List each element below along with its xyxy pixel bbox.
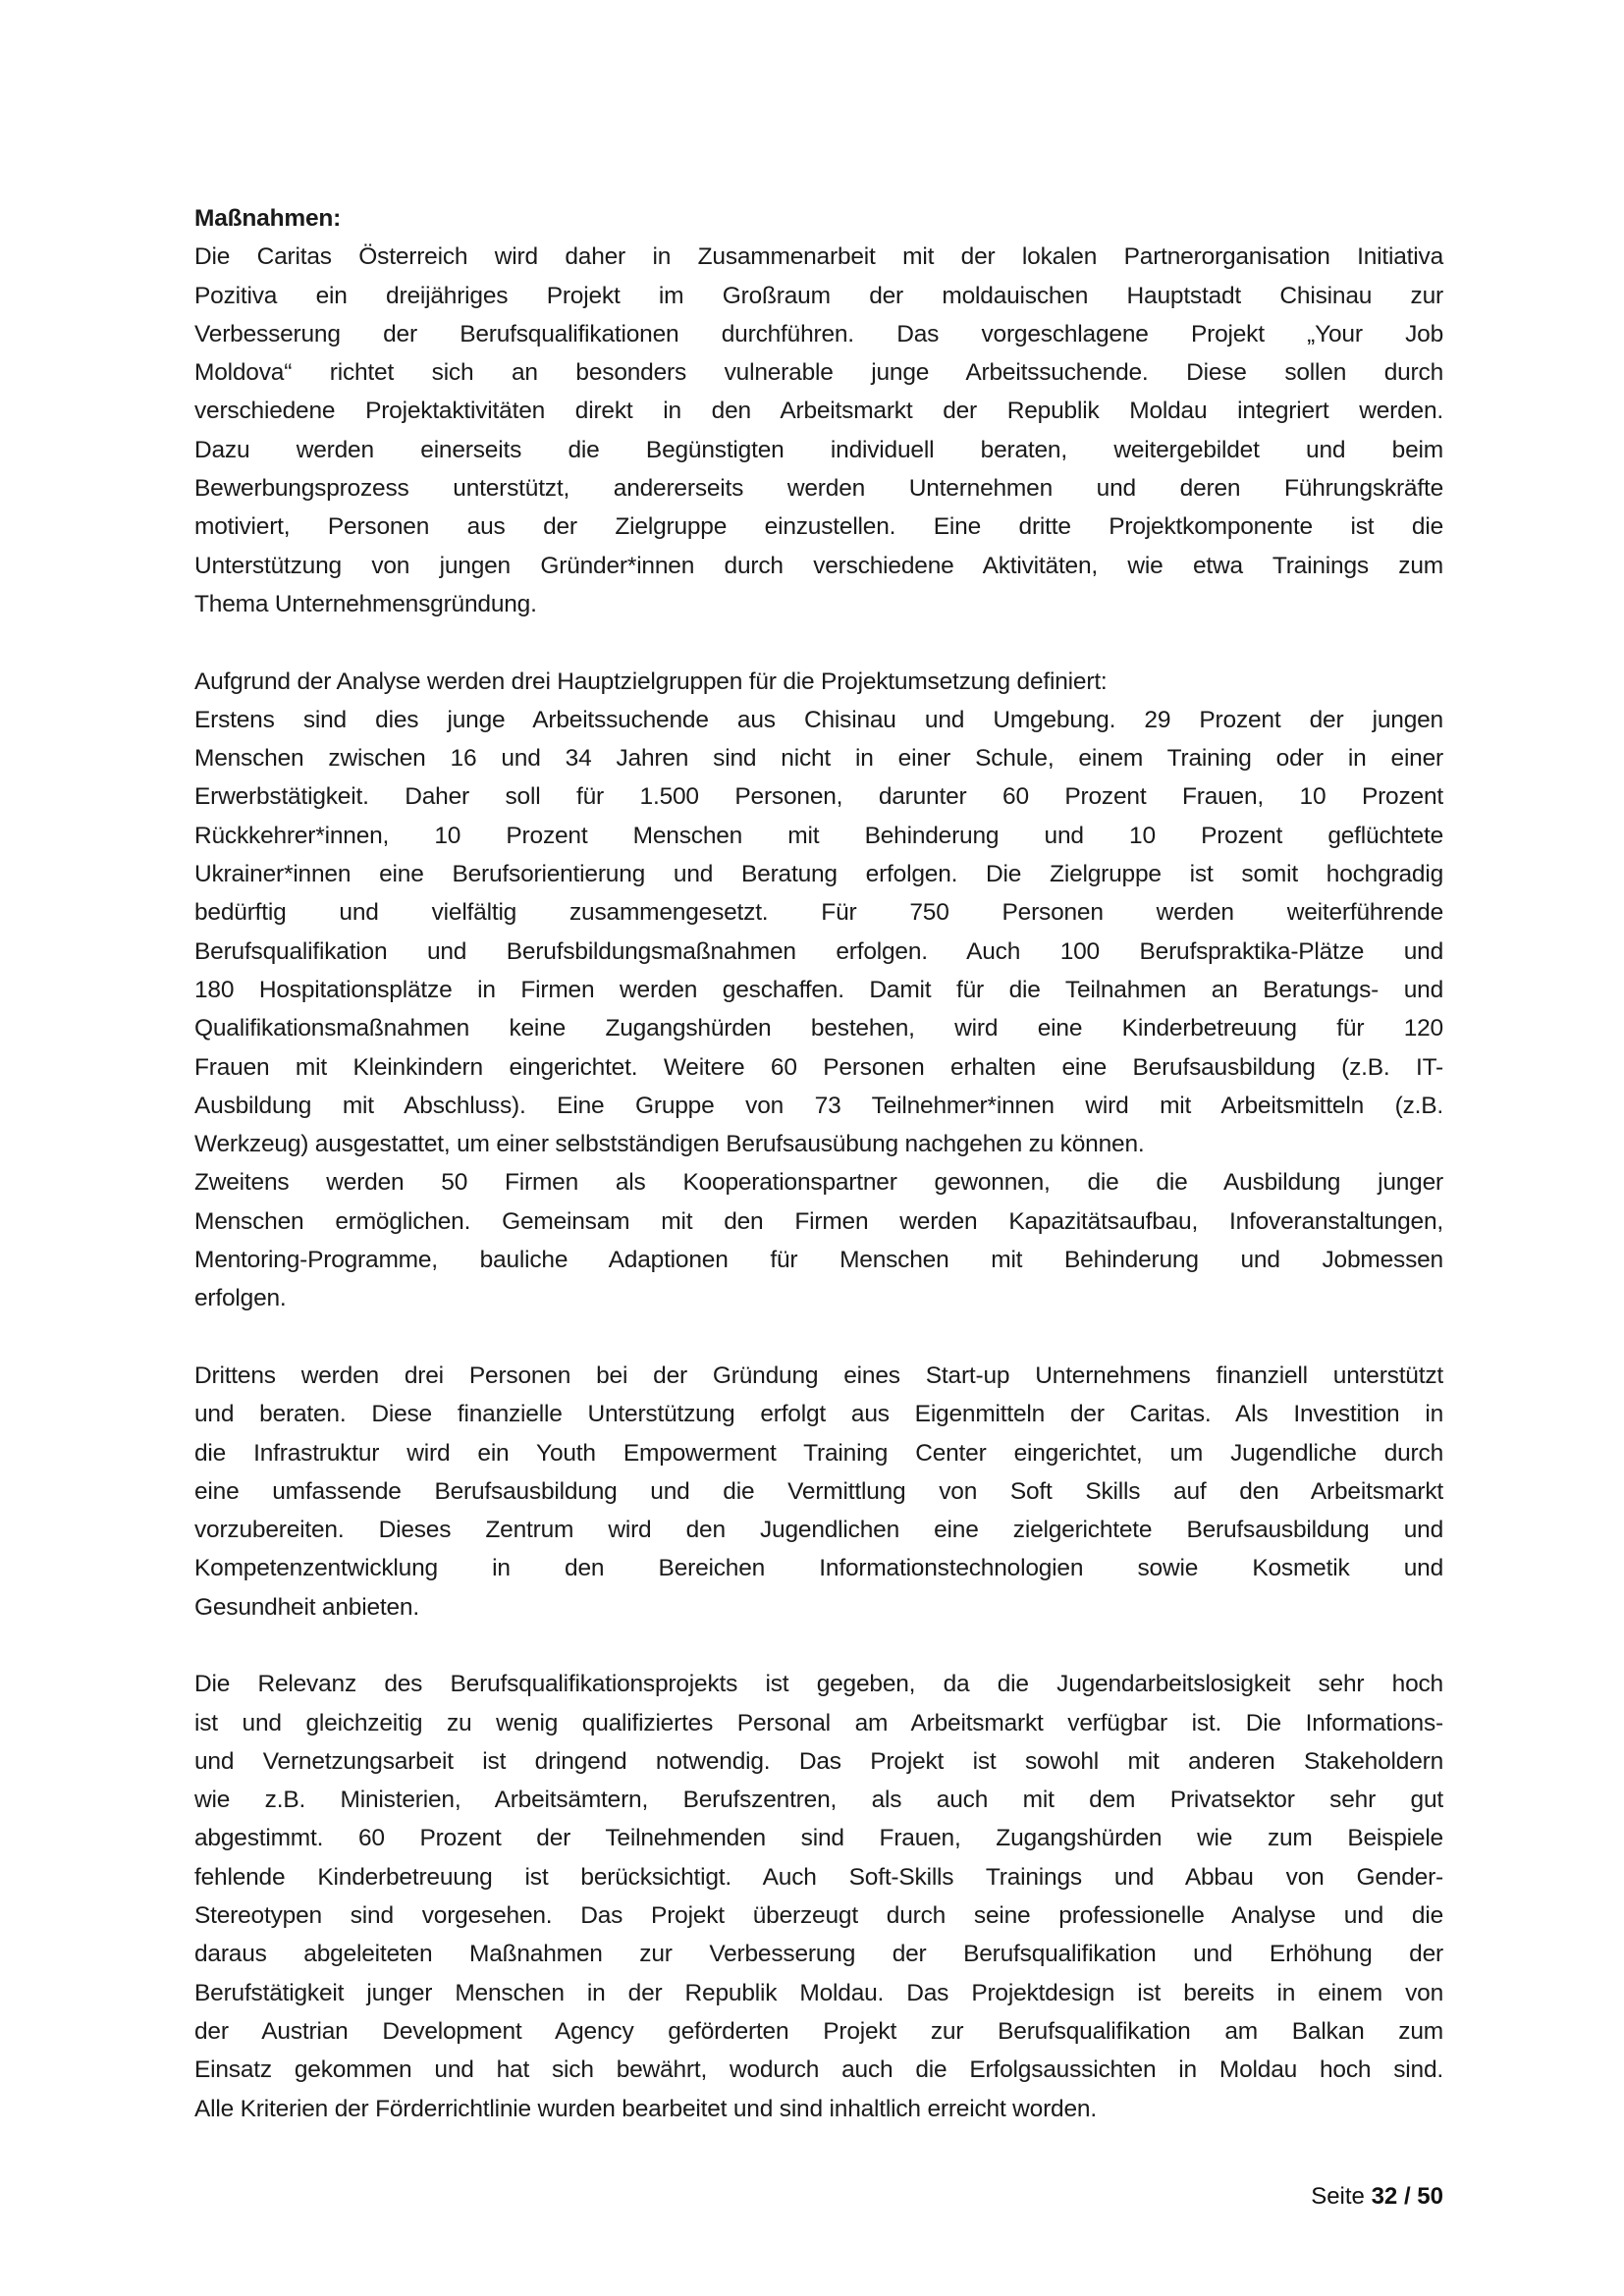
section	[194, 663, 1443, 1318]
document-body	[194, 199, 1443, 2166]
text-line: Zweitens werden 50 Firmen als Kooperationspartner gewonnen, die die Ausbildung junger	[194, 1169, 1443, 1197]
text-line: bedürftig und vielfältig zusammengesetzt. Für 750 Personen werden weiterführende	[194, 899, 1443, 927]
paragraph	[194, 1665, 1443, 2128]
text-line: vorzubereiten. Dieses Zentrum wird den Jugendlichen eine zielgerichtete Berufsausbildung und	[194, 1517, 1443, 1544]
text-line: Berufstätigkeit junger Menschen in der Republik Moldau. Das Projektdesign ist bereits in einem von	[194, 1979, 1443, 2006]
text-line: Ausbildung mit Abschluss). Eine Gruppe von 73 Teilnehmer*innen wird mit Arbeitsmitteln (z.B.	[194, 1092, 1443, 1119]
text-line: fehlende Kinderbetreuung ist berücksichtigt. Auch Soft-Skills Trainings und Abbau von Gender-	[194, 1863, 1443, 1891]
text-line: erfolgen.	[194, 1285, 287, 1312]
text-line: Qualifikationsmaßnahmen keine Zugangshürden bestehen, wird eine Kinderbetreuung für 120	[194, 1015, 1443, 1042]
text-line: Rückkehrer*innen, 10 Prozent Menschen mit Behinderung und 10 Prozent geflüchtete	[194, 822, 1443, 849]
section-heading: Maßnahmen:	[194, 205, 342, 232]
text-line: Berufsqualifikation und Berufsbildungsmaßnahmen erfolgen. Auch 100 Berufspraktika-Plätze und	[194, 937, 1443, 965]
text-line: ist und gleichzeitig zu wenig qualifiziertes Personal am Arbeitsmarkt verfügbar ist. Die Informations-	[194, 1709, 1443, 1736]
text-line: der Austrian Development Agency geförderten Projekt zur Berufsqualifikation am Balkan zum	[194, 2017, 1443, 2045]
text-line: Die Relevanz des Berufsqualifikationsprojekts ist gegeben, da die Jugendarbeitslosigkeit sehr hoch	[194, 1671, 1443, 1698]
text-line: 180 Hospitationsplätze in Firmen werden geschaffen. Damit für die Teilnahmen an Beratungs- und	[194, 976, 1443, 1003]
text-line: Menschen zwischen 16 und 34 Jahren sind nicht in einer Schule, einem Training oder in einer	[194, 745, 1443, 773]
text-line: Stereotypen sind vorgesehen. Das Projekt überzeugt durch seine professionelle Analyse und die	[194, 1902, 1443, 1930]
text-line: Moldova“ richtet sich an besonders vulnerable junge Arbeitssuchende. Diese sollen durch	[194, 359, 1443, 387]
section	[194, 1357, 1443, 1627]
paragraph	[194, 701, 1443, 1164]
paragraph	[194, 663, 1443, 701]
text-line: abgestimmt. 60 Prozent der Teilnehmenden sind Frauen, Zugangshürden wie zum Beispiele	[194, 1825, 1443, 1852]
text-line: Thema Unternehmensgründung.	[194, 590, 537, 617]
text-line: Verbesserung der Berufsqualifikationen durchführen. Das vorgeschlagene Projekt „Your Job	[194, 320, 1443, 347]
paragraph	[194, 238, 1443, 623]
text-line: die Infrastruktur wird ein Youth Empowerment Training Center eingerichtet, um Jugendliche durch	[194, 1439, 1443, 1467]
page-label: Seite	[1311, 2183, 1365, 2210]
paragraph	[194, 1163, 1443, 1317]
section	[194, 1665, 1443, 2128]
text-line: eine umfassende Berufsausbildung und die Vermittlung von Soft Skills auf den Arbeitsmarkt	[194, 1477, 1443, 1505]
text-line: Kompetenzentwicklung in den Bereichen Informationstechnologien sowie Kosmetik und	[194, 1555, 1443, 1582]
text-line: Drittens werden drei Personen bei der Gründung eines Start-up Unternehmens finanziell unterstützt	[194, 1362, 1443, 1389]
page-separator: /	[1403, 2183, 1411, 2210]
text-line: Alle Kriterien der Förderrichtlinie wurden bearbeitet und sind inhaltlich erreicht worden.	[194, 2095, 1097, 2122]
text-line: daraus abgeleiteten Maßnahmen zur Verbesserung der Berufsqualifikation und Erhöhung der	[194, 1941, 1443, 1968]
text-line: Erstens sind dies junge Arbeitssuchende aus Chisinau und Umgebung. 29 Prozent der jungen	[194, 706, 1443, 733]
text-line: Erwerbstätigkeit. Daher soll für 1.500 Personen, darunter 60 Prozent Frauen, 10 Prozent	[194, 783, 1443, 811]
text-line: Einsatz gekommen und hat sich bewährt, wodurch auch die Erfolgsaussichten in Moldau hoch sind.	[194, 2056, 1443, 2084]
text-line: Die Caritas Österreich wird daher in Zusammenarbeit mit der lokalen Partnerorganisation Initiativa	[194, 243, 1443, 271]
text-line: und beraten. Diese finanzielle Unterstützung erfolgt aus Eigenmitteln der Caritas. Als Investition in	[194, 1401, 1443, 1428]
total-pages: 50	[1417, 2183, 1443, 2210]
paragraph	[194, 1357, 1443, 1627]
text-line: Frauen mit Kleinkindern eingerichtet. Weitere 60 Personen erhalten eine Berufsausbildung (z.B. IT-	[194, 1053, 1443, 1081]
current-page: 32	[1371, 2183, 1398, 2210]
text-line: wie z.B. Ministerien, Arbeitsämtern, Berufszentren, als auch mit dem Privatsektor sehr gut	[194, 1787, 1443, 1814]
text-line: Mentoring-Programme, bauliche Adaptionen für Menschen mit Behinderung und Jobmessen	[194, 1247, 1443, 1274]
text-line: Aufgrund der Analyse werden drei Hauptzielgruppen für die Projektumsetzung definiert:	[194, 667, 1108, 695]
text-line: motiviert, Personen aus der Zielgruppe einzustellen. Eine dritte Projektkomponente ist die	[194, 513, 1443, 541]
text-line: Unterstützung von jungen Gründer*innen durch verschiedene Aktivitäten, wie etwa Trainings zum	[194, 552, 1443, 579]
page-number	[1311, 2183, 1443, 2211]
text-line: und Vernetzungsarbeit ist dringend notwendig. Das Projekt ist sowohl mit anderen Stakeholdern	[194, 1747, 1443, 1775]
text-line: Menschen ermöglichen. Gemeinsam mit den Firmen werden Kapazitätsaufbau, Infoveranstaltungen,	[194, 1207, 1443, 1235]
text-line: Dazu werden einerseits die Begünstigten individuell beraten, weitergebildet und beim	[194, 436, 1443, 463]
text-line: Bewerbungsprozess unterstützt, andererseits werden Unternehmen und deren Führungskräfte	[194, 475, 1443, 503]
text-line: Gesundheit anbieten.	[194, 1593, 419, 1621]
text-line: verschiedene Projektaktivitäten direkt in den Arbeitsmarkt der Republik Moldau integriert werden.	[194, 398, 1443, 425]
text-line: Pozitiva ein dreijähriges Projekt im Großraum der moldauischen Hauptstadt Chisinau zur	[194, 282, 1443, 309]
section	[194, 199, 1443, 623]
text-line: Ukrainer*innen eine Berufsorientierung und Beratung erfolgen. Die Zielgruppe ist somit hochgradig	[194, 861, 1443, 888]
text-line: Werkzeug) ausgestattet, um einer selbstständigen Berufsausübung nachgehen zu können.	[194, 1131, 1145, 1158]
